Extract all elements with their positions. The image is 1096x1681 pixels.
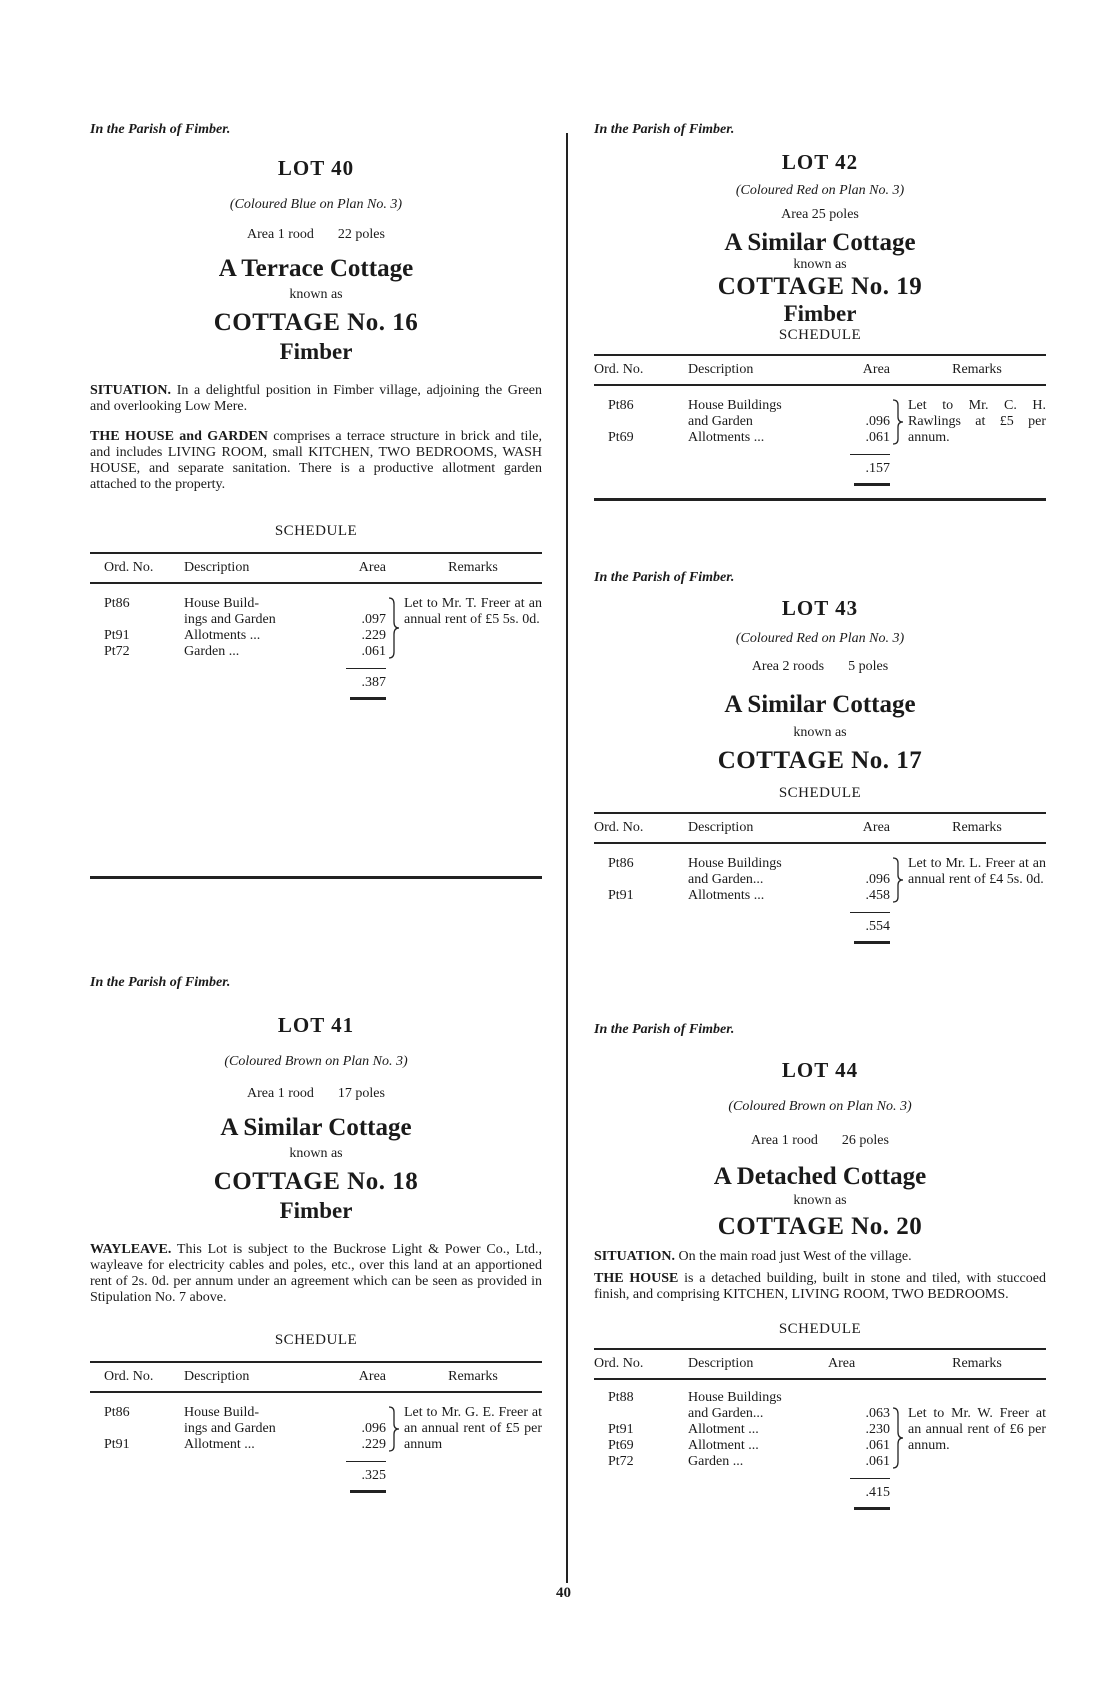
parish-heading: In the Parish of Fimber. <box>594 122 735 137</box>
table-row: Pt88 House Buildings Let to Mr. W. Freer at an annual rent of £6 per annum. <box>594 1390 1046 1406</box>
lot-41 <box>90 975 542 1497</box>
header-description: Description <box>184 1362 324 1392</box>
lot-number: LOT 44 <box>781 1058 859 1082</box>
wayleave-paragraph: WAYLEAVE. This Lot is subject to the Buckrose Light & Power Co., Ltd., wayleave for electricity cables and poles, etc., over this land at an apportioned rent of 2s. 0d. per annum under an agreement which can be seen as provided in Stipulation No. 7 above. <box>90 1242 542 1305</box>
lot-number: LOT 41 <box>277 1013 355 1037</box>
brace-icon <box>386 596 402 660</box>
schedule-title: SCHEDULE <box>274 1332 358 1348</box>
place-name: Fimber <box>783 301 857 326</box>
lot-number: LOT 40 <box>277 156 355 180</box>
table-row: and Garden... .096 <box>688 872 890 887</box>
brace-icon <box>890 856 906 904</box>
table-row: Pt91 Allotment ... .230 <box>608 1422 890 1437</box>
header-area: Area <box>324 1362 386 1392</box>
total-area: .157 <box>850 454 890 477</box>
schedule-title: SCHEDULE <box>778 1321 862 1337</box>
table-row: Pt86 House Build- Let to Mr. T. Freer at an annual rent of £5 5s. 0d. <box>90 596 542 612</box>
schedule-title: SCHEDULE <box>778 785 862 801</box>
cottage-name: COTTAGE No. 17 <box>717 747 923 774</box>
plan-colour-note: (Coloured Brown on Plan No. 3) <box>728 1099 912 1114</box>
header-description: Description <box>184 553 324 583</box>
place-name: Fimber <box>279 1198 353 1223</box>
brace-icon <box>890 398 906 446</box>
property-type: A Detached Cottage <box>713 1163 927 1190</box>
known-as: known as <box>793 1193 847 1208</box>
table-row: and Garden .096 <box>688 414 890 429</box>
brace-icon <box>890 1390 906 1470</box>
header-ord-no: Ord. No. <box>90 1362 184 1392</box>
table-row: ings and Garden .096 <box>184 1421 386 1436</box>
schedule-table <box>594 812 1046 948</box>
header-area: Area <box>324 553 386 583</box>
known-as: known as <box>289 1146 343 1161</box>
page-number: 40 <box>556 1585 571 1601</box>
remarks-cell: Let to Mr. G. E. Freer at an annual rent of £5 per annum <box>404 1405 542 1452</box>
header-remarks: Remarks <box>908 813 1046 843</box>
plan-colour-note: (Coloured Blue on Plan No. 3) <box>229 197 403 212</box>
house-paragraph: THE HOUSE is a detached building, built in stone and tiled, with stuccoed finish, and comprising KITCHEN, LIVING ROOM, TWO BEDROOMS. <box>594 1271 1046 1302</box>
remarks-cell: Let to Mr. T. Freer at an annual rent of £5 5s. 0d. <box>404 596 542 627</box>
parish-heading: In the Parish of Fimber. <box>594 1022 735 1037</box>
header-remarks: Remarks <box>404 553 542 583</box>
property-type: A Terrace Cottage <box>218 255 414 282</box>
place-name: Fimber <box>279 339 353 364</box>
remarks-cell: Let to Mr. W. Freer at an annual rent of £6 per annum. <box>908 1406 1046 1453</box>
schedule-table <box>90 1361 542 1497</box>
lot-42 <box>594 122 1046 501</box>
total-area: .325 <box>346 1461 386 1484</box>
schedule-table <box>90 552 542 704</box>
cottage-name: COTTAGE No. 18 <box>213 1168 419 1195</box>
schedule-title: SCHEDULE <box>778 327 862 343</box>
brace-icon <box>386 1405 402 1453</box>
total-area: .415 <box>850 1478 890 1501</box>
known-as: known as <box>793 725 847 740</box>
lot-area: Area 1 rood 26 poles <box>751 1133 889 1148</box>
table-row: Pt69 Allotment ... .061 <box>608 1438 890 1453</box>
total-area: .387 <box>346 668 386 691</box>
header-description: Description <box>688 813 828 843</box>
header-ord-no: Ord. No. <box>594 1349 688 1379</box>
table-row: Pt86 House Buildings Let to Mr. L. Freer at an annual rent of £4 5s. 0d. <box>594 856 1046 872</box>
lot-number: LOT 43 <box>781 596 859 620</box>
header-area: Area <box>828 355 890 385</box>
table-row: Pt91 Allotment ... .229 <box>104 1437 386 1452</box>
schedule-title: SCHEDULE <box>274 523 358 539</box>
table-row: Pt86 House Build- Let to Mr. G. E. Freer at an annual rent of £5 per annum <box>104 1405 542 1452</box>
total-area: .554 <box>850 912 890 935</box>
header-remarks: Remarks <box>404 1362 542 1392</box>
lot-number: LOT 42 <box>781 150 859 174</box>
cottage-name: COTTAGE No. 19 <box>717 273 923 300</box>
lot-area: Area 1 rood 22 poles <box>247 227 385 242</box>
header-ord-no: Ord. No. <box>594 813 688 843</box>
situation-paragraph: SITUATION. On the main road just West of the village. <box>594 1249 912 1264</box>
lot-44 <box>594 1022 1046 1514</box>
header-ord-no: Ord. No. <box>594 355 688 385</box>
schedule-table <box>594 1348 1046 1514</box>
lot-separator <box>594 498 1046 501</box>
parish-heading: In the Parish of Fimber. <box>90 122 231 137</box>
house-paragraph: THE HOUSE and GARDEN comprises a terrace structure in brick and tile, and includes LIVING ROOM, small KITCHEN, TWO BEDROOMS, WASH HOUSE, and separate sanitation. There is a productive allotment garden attached to the property. <box>90 429 543 492</box>
table-row: Pt91 Allotments ... .458 <box>608 888 890 903</box>
header-ord-no: Ord. No. <box>90 553 184 583</box>
parish-heading: In the Parish of Fimber. <box>90 975 231 990</box>
plan-colour-note: (Coloured Red on Plan No. 3) <box>735 631 905 646</box>
lot-area: Area 1 rood 17 poles <box>247 1086 385 1101</box>
situation-paragraph: SITUATION. In a delightful position in Fimber village, adjoining the Green and overlooking Low Mere. <box>90 383 542 414</box>
column-divider <box>566 133 568 1583</box>
table-row: Pt91 Allotments ... .229 <box>104 628 386 643</box>
cottage-name: COTTAGE No. 16 <box>213 309 419 336</box>
cottage-name: COTTAGE No. 20 <box>717 1213 923 1240</box>
lot-separator <box>90 876 542 879</box>
parish-heading: In the Parish of Fimber. <box>594 570 735 585</box>
property-type: A Similar Cottage <box>220 1114 412 1141</box>
header-description: Description <box>688 355 828 385</box>
table-row: Pt72 Garden ... .061 <box>104 644 386 659</box>
plan-colour-note: (Coloured Brown on Plan No. 3) <box>224 1054 408 1069</box>
lot-40 <box>90 122 542 704</box>
table-row: Pt86 House Buildings Let to Mr. C. H. Rawlings at £5 per annum. <box>608 398 1046 445</box>
header-description: Description <box>688 1349 828 1379</box>
table-row: Pt72 Garden ... .061 <box>608 1454 890 1469</box>
table-row: and Garden... .063 <box>688 1406 890 1421</box>
header-remarks: Remarks <box>908 355 1046 385</box>
lot-area: Area 25 poles <box>781 207 859 222</box>
table-row: Pt69 Allotments ... .061 <box>608 430 890 445</box>
lot-area: Area 2 roods 5 poles <box>751 659 889 674</box>
known-as: known as <box>289 287 343 302</box>
remarks-cell: Let to Mr. C. H. Rawlings at £5 per annum. <box>908 398 1046 445</box>
remarks-cell: Let to Mr. L. Freer at an annual rent of £4 5s. 0d. <box>908 856 1046 887</box>
header-area: Area <box>828 1349 890 1379</box>
plan-colour-note: (Coloured Red on Plan No. 3) <box>735 183 905 198</box>
known-as: known as <box>793 257 847 272</box>
property-type: A Similar Cottage <box>724 691 916 718</box>
property-type: A Similar Cottage <box>724 229 916 256</box>
lot-43 <box>594 570 1046 948</box>
table-row: ings and Garden .097 <box>184 612 386 627</box>
header-remarks: Remarks <box>908 1349 1046 1379</box>
header-area: Area <box>828 813 890 843</box>
schedule-table <box>594 354 1046 490</box>
